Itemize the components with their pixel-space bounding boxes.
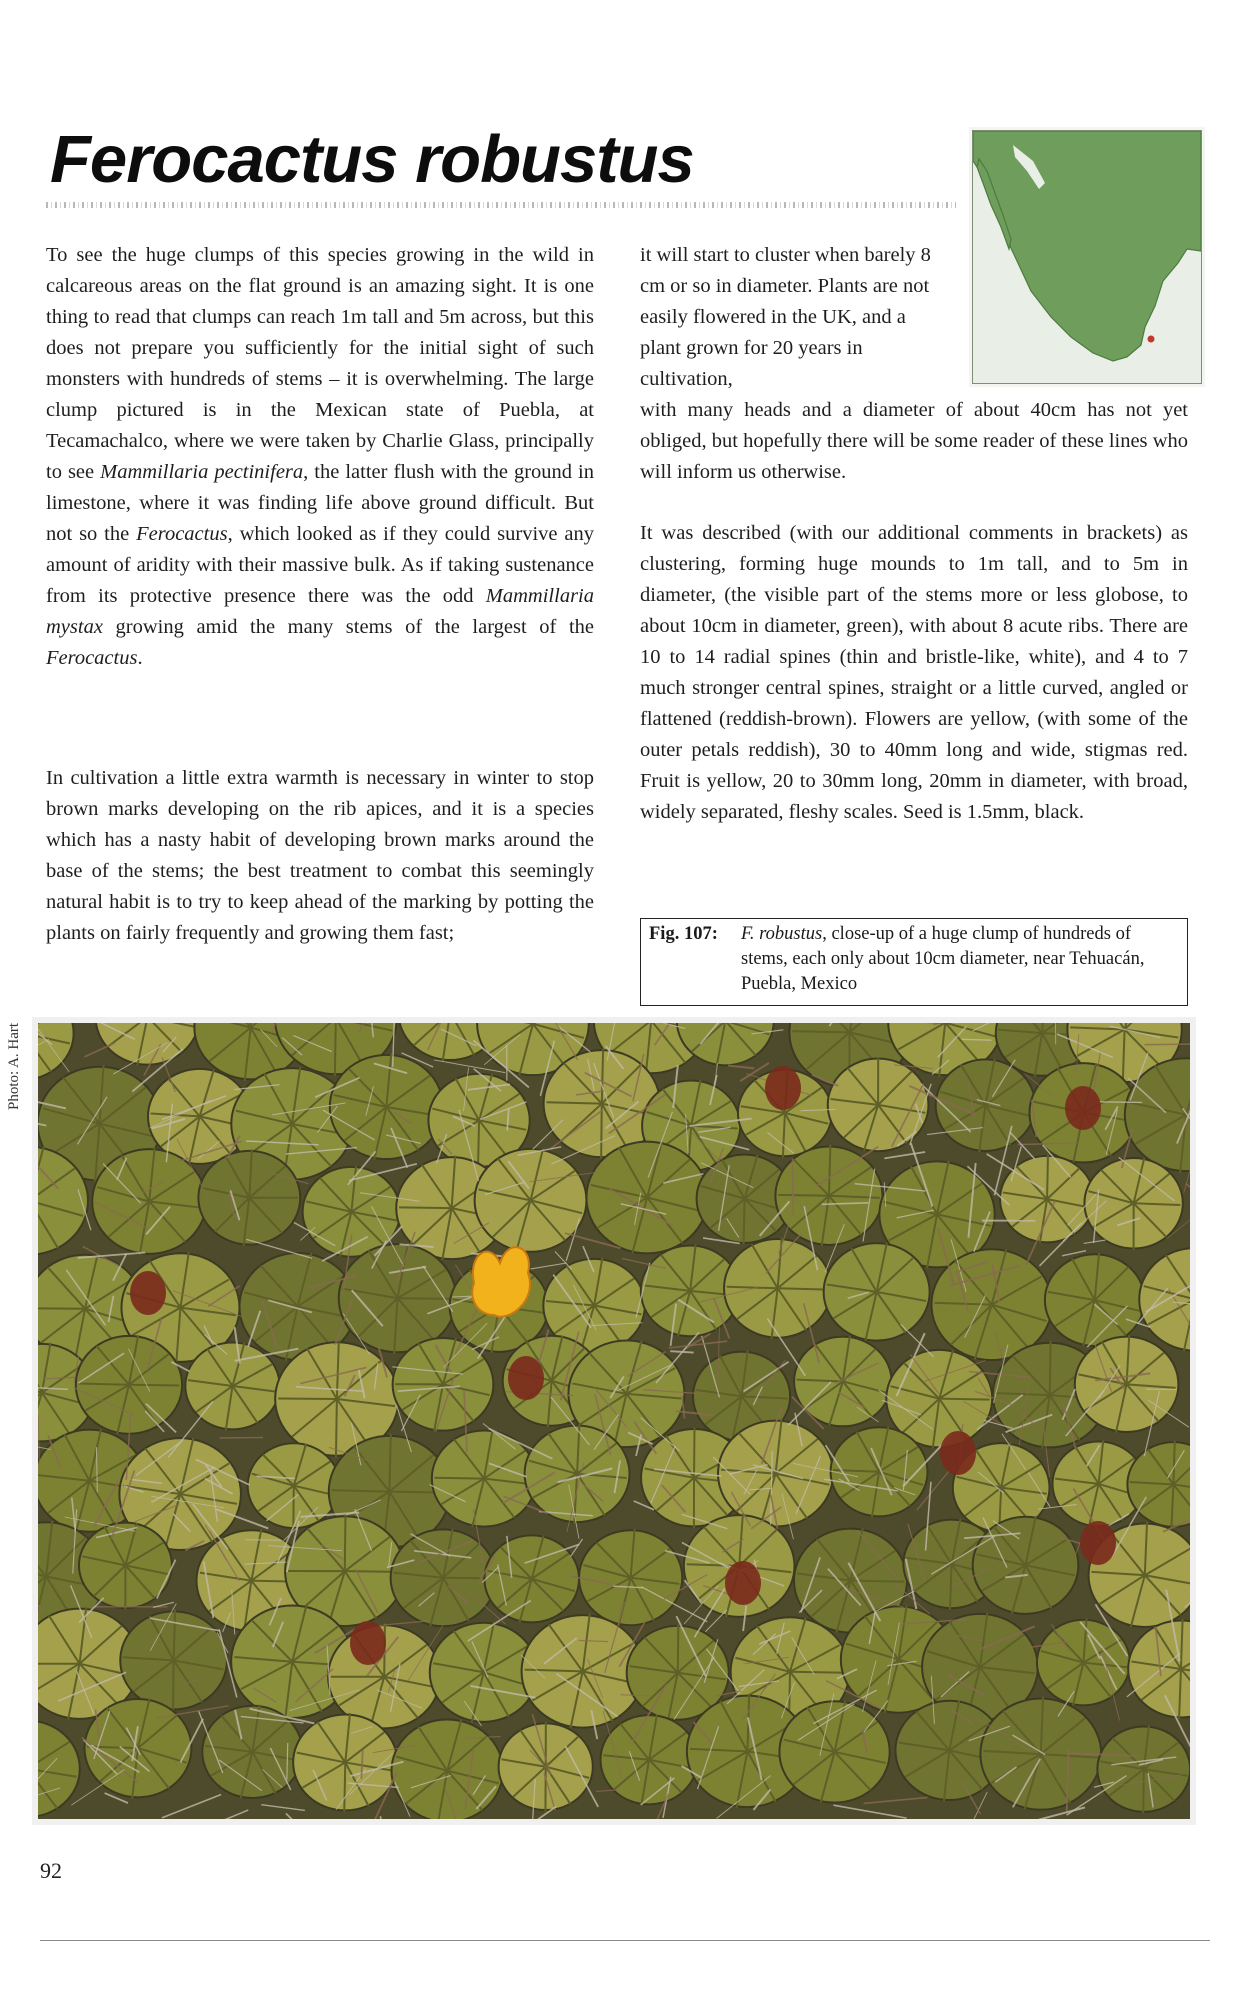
italic-text-run: Mammillaria mystax	[46, 585, 594, 638]
title-underline-rule	[46, 202, 956, 208]
body-paragraph-5	[640, 518, 1188, 828]
body-paragraph-1	[46, 240, 594, 674]
figure-label: Fig. 107:	[649, 924, 718, 944]
red-fruit-mark	[508, 1356, 544, 1400]
text-run: , the latter flush with the ground in limestone, where it was finding life above ground difficult. But not so the	[46, 461, 594, 545]
text-run: In cultivation a little extra warmth is necessary in winter to stop brown marks developing on the rib apices, and it is a species which has a nasty habit of developing brown marks around the base of the stems; the best treatment to combat this seemingly natural habit is to try to keep ahead of the marking by potting the plants on fairly frequently and growing them fast;	[46, 767, 594, 944]
body-paragraph-2	[46, 763, 594, 949]
red-fruit-mark	[130, 1271, 166, 1315]
cactus-clump-photo	[32, 1017, 1196, 1825]
figure-caption-text	[741, 922, 1161, 997]
page-number: 92	[40, 1858, 62, 1883]
text-run: with many heads and a diameter of about 40cm has not yet obliged, but hopefully there will be some reader of these lines who will inform us otherwise.	[640, 399, 1188, 483]
yellow-flower-mark	[472, 1247, 530, 1316]
page-title: Ferocactus robustus	[50, 122, 694, 197]
figure-caption	[640, 918, 1188, 1006]
text-run: , close-up of a huge clump of hundreds of stems, each only about 10cm diameter, near Tehuacán, Puebla, Mexico	[741, 924, 1145, 994]
text-run: It was described (with our additional comments in brackets) as clustering, forming huge mounds to 1m tall, and to 5m in diameter, (the visible part of the stems more or less globose, to about 10cm in diameter, green), with about 8 acute ribs. There are 10 to 14 radial spines (thin and bristle-like, white), and 4 to 7 much stronger central spines, straight or a little curved, angled or flattened (reddish-brown). Flowers are yellow, (with some of the outer petals reddish), 30 to 40mm long and wide, stigmas red. Fruit is yellow, 20 to 30mm long, 20mm in diameter, with broad, widely separated, fleshy scales. Seed is 1.5mm, black.	[640, 522, 1188, 823]
text-run: To see the huge clumps of this species growing in the wild in calcareous areas on the flat ground is an amazing sight. It is one thing to read that clumps can reach 1m tall and 5m across, but this does not prepare you sufficiently for the initial sight of such monsters with hundreds of stems – it is overwhelming. The large clump pictured is in the Mexican state of Puebla, at Tecamachalco, where we were taken by Charlie Glass, principally to see	[46, 244, 594, 483]
italic-text-run: Ferocactus	[46, 647, 138, 669]
red-fruit-mark	[1080, 1521, 1116, 1565]
italic-text-run: F. robustus	[741, 924, 823, 944]
text-run: growing amid the many stems of the largest of the	[102, 616, 594, 638]
mexico-map-graphic	[973, 131, 1201, 383]
italic-text-run: Ferocactus	[136, 523, 228, 545]
locator-map	[972, 130, 1202, 384]
photo-credit: Photo: A. Hart	[6, 1022, 22, 1110]
body-paragraph-4	[640, 395, 1188, 488]
red-fruit-mark	[725, 1561, 761, 1605]
text-run: .	[137, 647, 143, 669]
body-paragraph-3	[640, 240, 950, 395]
footer-rule	[40, 1940, 1210, 1941]
red-fruit-mark	[765, 1066, 801, 1110]
red-fruit-mark	[350, 1621, 386, 1665]
red-fruit-mark	[1065, 1086, 1101, 1130]
italic-text-run: Mammillaria pectinifera	[100, 461, 304, 483]
text-run: , which looked as if they could survive any amount of aridity with their massive bulk. As if taking sustenance from its protective presence there was the odd	[46, 523, 595, 607]
red-fruit-mark	[940, 1431, 976, 1475]
cactus-photo-graphic	[38, 1023, 1190, 1819]
text-run: it will start to cluster when barely 8 cm or so in diameter. Plants are not easily flowered in the UK, and a plant grown for 20 years in cultivation,	[640, 244, 931, 390]
